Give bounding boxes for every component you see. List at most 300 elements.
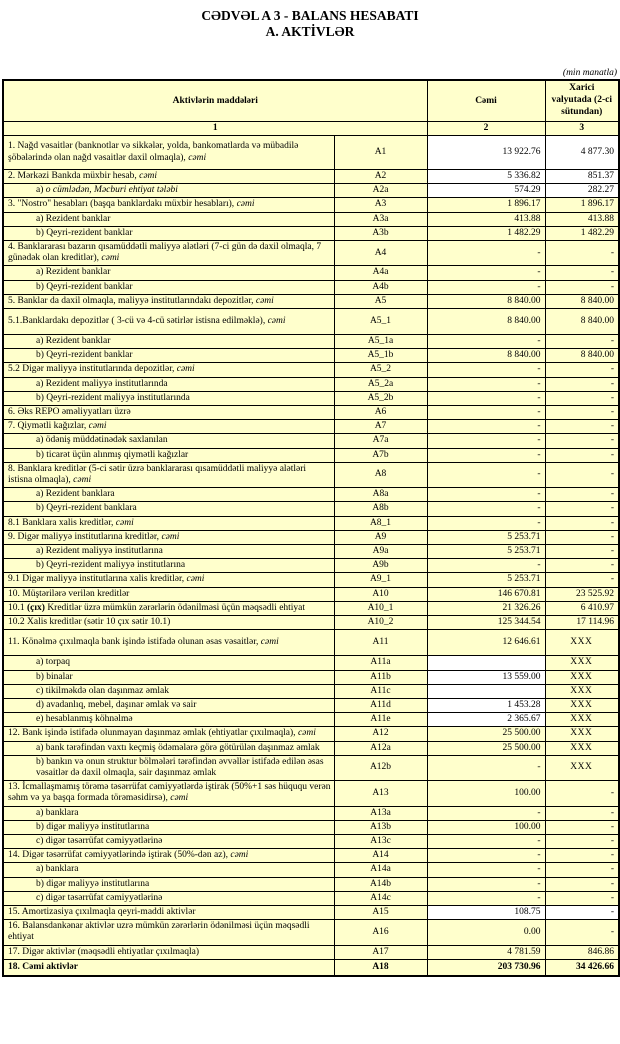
row-total-cell bbox=[427, 656, 545, 670]
row-total-cell: 13 559.00 bbox=[427, 670, 545, 684]
row-foreign-cell: - bbox=[545, 241, 619, 266]
row-label-segment: 9. Digər maliyyə institutlarına kreditlər, bbox=[8, 531, 162, 542]
row-foreign-cell: XXX bbox=[545, 684, 619, 698]
row-total-cell: - bbox=[427, 877, 545, 891]
row-foreign-cell: 8 840.00 bbox=[545, 294, 619, 308]
row-label-segment: 6. Əks REPO əməliyyatları üzrə bbox=[8, 407, 131, 418]
row-label-cell bbox=[3, 863, 334, 877]
table-row-A7b bbox=[3, 448, 619, 462]
row-code-cell: A2a bbox=[334, 184, 427, 198]
row-label-segment: 1. Nağd vəsaitlər (banknotlar və sikkələr, yolda, bankomatlarda və mübadilə şöbələrində olan nağd vəsaitlər daxil olmaqla), bbox=[8, 141, 299, 163]
table-row-A13a bbox=[3, 806, 619, 820]
row-code-cell: A16 bbox=[334, 920, 427, 945]
row-foreign-cell: XXX bbox=[545, 656, 619, 670]
row-code-cell: A15 bbox=[334, 905, 427, 919]
row-label-cell bbox=[3, 294, 334, 308]
row-label-segment: a) Rezident banklara bbox=[36, 489, 115, 500]
row-total-cell: 8 840.00 bbox=[427, 294, 545, 308]
row-label-segment: b) digər maliyyə institutlarına bbox=[36, 878, 150, 889]
row-label-cell bbox=[3, 502, 334, 516]
table-row-A3b bbox=[3, 226, 619, 240]
table-row-A16 bbox=[3, 920, 619, 945]
row-label-segment: b) bankın və onun struktur bölmələri tərəfindən əvvəllər istifadə edilən əsas vəsaitlər də daxil olmaqla, sair daşınmaz əmlak bbox=[36, 756, 324, 778]
row-total-cell: 21 326.26 bbox=[427, 601, 545, 615]
row-label-segment: a) Rezident maliyyə institutlarında bbox=[36, 378, 168, 389]
row-label-cell bbox=[3, 755, 334, 780]
row-label-cell bbox=[3, 670, 334, 684]
row-foreign-cell: - bbox=[545, 406, 619, 420]
row-code-cell: A18 bbox=[334, 959, 427, 976]
row-label-segment: 5.2 Digər maliyyə institutlarında depozitlər, bbox=[8, 364, 177, 375]
table-row-A2 bbox=[3, 170, 619, 184]
table-row-A4a bbox=[3, 266, 619, 280]
row-total-cell: - bbox=[427, 241, 545, 266]
row-foreign-cell: - bbox=[545, 781, 619, 806]
table-row-A4 bbox=[3, 241, 619, 266]
row-label-cell bbox=[3, 349, 334, 363]
table-row-A6 bbox=[3, 406, 619, 420]
row-label-cell bbox=[3, 212, 334, 226]
unit-note: (min manatla) bbox=[562, 68, 617, 79]
row-label-cell bbox=[3, 434, 334, 448]
row-label-cell bbox=[3, 727, 334, 741]
row-label-segment: 14. Digər təsərrüfat cəmiyyətlərində iştirak (50%-dən az), bbox=[8, 850, 231, 861]
row-code-cell: A10_2 bbox=[334, 616, 427, 630]
row-code-cell: A12a bbox=[334, 741, 427, 755]
row-foreign-cell: XXX bbox=[545, 630, 619, 656]
row-total-cell: - bbox=[427, 488, 545, 502]
row-code-cell: A2 bbox=[334, 170, 427, 184]
table-row-A8b bbox=[3, 502, 619, 516]
row-label-segment: cəmi bbox=[176, 364, 195, 375]
row-foreign-cell: XXX bbox=[545, 755, 619, 780]
row-foreign-cell: 8 840.00 bbox=[545, 309, 619, 335]
row-label-segment: a) ödəniş müddətinədək saxlanılan bbox=[36, 435, 168, 446]
table-row-A9b bbox=[3, 559, 619, 573]
row-label-cell bbox=[3, 891, 334, 905]
row-label-segment: 5.1.Banklardakı depozitlər ( 3-cü və 4-cü sətirlər istisna edilməklə), bbox=[8, 315, 268, 326]
row-total-cell: - bbox=[427, 849, 545, 863]
table-row-A7 bbox=[3, 420, 619, 434]
column-number-row bbox=[3, 122, 619, 136]
row-label-segment: 18. Cəmi aktivlər bbox=[8, 961, 78, 972]
row-foreign-cell: - bbox=[545, 820, 619, 834]
row-label-cell bbox=[3, 335, 334, 349]
row-total-cell: 0.00 bbox=[427, 920, 545, 945]
row-label-segment: 5. Banklar da daxil olmaqla, maliyyə institutlarındakı depozitlər, bbox=[8, 295, 256, 306]
row-code-cell: A14a bbox=[334, 863, 427, 877]
row-label-cell bbox=[3, 656, 334, 670]
table-row-A8 bbox=[3, 462, 619, 487]
table-row-A13 bbox=[3, 781, 619, 806]
row-label-segment: b) Qeyri-rezident banklar bbox=[36, 281, 133, 292]
row-total-cell: 1 453.28 bbox=[427, 698, 545, 712]
row-label-cell bbox=[3, 834, 334, 848]
row-foreign-cell: 413.88 bbox=[545, 212, 619, 226]
row-foreign-cell: - bbox=[545, 559, 619, 573]
row-label-segment: cəmi bbox=[186, 574, 205, 585]
row-label-segment: Kreditlər üzrə mümkün zərərlərin ödənilməsi üçün məqsədli ehtiyat bbox=[44, 602, 306, 613]
row-total-cell: - bbox=[427, 420, 545, 434]
row-label-segment: cəmi bbox=[115, 517, 134, 528]
report-title-line1: CƏDVƏL A 3 - BALANS HESABATI bbox=[201, 8, 419, 23]
row-code-cell: A5_1b bbox=[334, 349, 427, 363]
row-code-cell: A5_2b bbox=[334, 391, 427, 405]
row-total-cell: - bbox=[427, 462, 545, 487]
row-foreign-cell: XXX bbox=[545, 741, 619, 755]
table-row-A4b bbox=[3, 280, 619, 294]
row-foreign-cell: - bbox=[545, 834, 619, 848]
table-row-A5 bbox=[3, 294, 619, 308]
row-code-cell: A11 bbox=[334, 630, 427, 656]
row-foreign-cell: - bbox=[545, 545, 619, 559]
row-foreign-cell: 23 525.92 bbox=[545, 587, 619, 601]
row-code-cell: A13 bbox=[334, 781, 427, 806]
row-code-cell: A5_1 bbox=[334, 309, 427, 335]
row-code-cell: A14 bbox=[334, 849, 427, 863]
table-row-A8_1 bbox=[3, 516, 619, 530]
row-label-cell bbox=[3, 530, 334, 544]
row-foreign-cell: - bbox=[545, 391, 619, 405]
table-row-A11d bbox=[3, 698, 619, 712]
table-row-A12 bbox=[3, 727, 619, 741]
row-label-cell bbox=[3, 920, 334, 945]
row-total-cell: - bbox=[427, 502, 545, 516]
row-foreign-cell: 4 877.30 bbox=[545, 136, 619, 170]
balance-table bbox=[2, 79, 620, 977]
row-code-cell: A3 bbox=[334, 198, 427, 212]
row-foreign-cell: - bbox=[545, 502, 619, 516]
table-row-A10_1 bbox=[3, 601, 619, 615]
row-code-cell: A4b bbox=[334, 280, 427, 294]
table-row-A2a bbox=[3, 184, 619, 198]
table-row-A13b bbox=[3, 820, 619, 834]
row-foreign-cell: - bbox=[545, 363, 619, 377]
row-label-segment: cəmi bbox=[255, 295, 274, 306]
row-label-segment: 10.1 bbox=[8, 602, 27, 613]
table-row-A8a bbox=[3, 488, 619, 502]
row-label-segment: a) Rezident banklar bbox=[36, 267, 111, 278]
row-total-cell: - bbox=[427, 516, 545, 530]
colnum-foreign: 3 bbox=[545, 122, 619, 136]
header-items: Aktivlərin maddələri bbox=[3, 80, 427, 121]
row-label-cell bbox=[3, 266, 334, 280]
table-row-A1 bbox=[3, 136, 619, 170]
row-code-cell: A17 bbox=[334, 945, 427, 959]
table-row-A3 bbox=[3, 198, 619, 212]
row-total-cell: 108.75 bbox=[427, 905, 545, 919]
row-label-segment: 16. Balansdankənar aktivlər uzrə mümkün zərərlərin ödənilməsi üçün məqsədli ehtiyat bbox=[8, 921, 310, 943]
row-label-cell bbox=[3, 516, 334, 530]
row-label-segment: b) Qeyri-rezident banklar bbox=[36, 350, 133, 361]
row-label-cell bbox=[3, 684, 334, 698]
table-row-A12b bbox=[3, 755, 619, 780]
row-label-segment: 2. Mərkəzi Bankda müxbir hesab, bbox=[8, 171, 140, 181]
row-total-cell: - bbox=[427, 391, 545, 405]
row-code-cell: A13b bbox=[334, 820, 427, 834]
row-total-cell: 2 365.67 bbox=[427, 713, 545, 727]
table-row-A12a bbox=[3, 741, 619, 755]
table-row-A5_1b bbox=[3, 349, 619, 363]
table-row-A14b bbox=[3, 877, 619, 891]
row-foreign-cell: - bbox=[545, 420, 619, 434]
row-foreign-cell: 1 896.17 bbox=[545, 198, 619, 212]
row-label-cell bbox=[3, 877, 334, 891]
row-total-cell: - bbox=[427, 335, 545, 349]
row-total-cell: 5 253.71 bbox=[427, 530, 545, 544]
row-foreign-cell: 34 426.66 bbox=[545, 959, 619, 976]
row-label-segment: cəmi bbox=[101, 253, 120, 264]
row-code-cell: A9b bbox=[334, 559, 427, 573]
table-row-A13c bbox=[3, 834, 619, 848]
row-code-cell: A9a bbox=[334, 545, 427, 559]
row-total-cell: 100.00 bbox=[427, 781, 545, 806]
row-code-cell: A10 bbox=[334, 587, 427, 601]
row-foreign-cell: - bbox=[545, 891, 619, 905]
table-row-A14 bbox=[3, 849, 619, 863]
row-label-cell bbox=[3, 849, 334, 863]
table-row-A14a bbox=[3, 863, 619, 877]
row-label-segment: 15. Amortizasiya çıxılmaqla qeyri-maddi aktivlər bbox=[8, 906, 196, 917]
row-code-cell: A8 bbox=[334, 462, 427, 487]
row-label-segment: cəmi bbox=[230, 850, 249, 861]
row-code-cell: A5 bbox=[334, 294, 427, 308]
row-label-segment: (çıx) bbox=[27, 602, 45, 613]
row-total-cell: - bbox=[427, 755, 545, 780]
row-foreign-cell: - bbox=[545, 530, 619, 544]
table-header-row bbox=[3, 80, 619, 121]
row-code-cell: A5_2 bbox=[334, 363, 427, 377]
row-code-cell: A6 bbox=[334, 406, 427, 420]
row-foreign-cell: - bbox=[545, 863, 619, 877]
row-total-cell: - bbox=[427, 363, 545, 377]
row-foreign-cell: 8 840.00 bbox=[545, 349, 619, 363]
row-total-cell: 5 336.82 bbox=[427, 170, 545, 184]
table-row-A7a bbox=[3, 434, 619, 448]
row-foreign-cell: - bbox=[545, 920, 619, 945]
row-label-cell bbox=[3, 587, 334, 601]
row-total-cell: 25 500.00 bbox=[427, 727, 545, 741]
row-label-segment: b) Qeyri-rezident banklara bbox=[36, 503, 137, 514]
row-label-segment: e) hesablanmış köhnəlmə bbox=[36, 714, 133, 725]
row-label-cell bbox=[3, 363, 334, 377]
row-foreign-cell: - bbox=[545, 488, 619, 502]
row-label-segment: cəmi bbox=[260, 637, 279, 648]
row-label-cell bbox=[3, 905, 334, 919]
row-total-cell: 4 781.59 bbox=[427, 945, 545, 959]
row-foreign-cell: 1 482.29 bbox=[545, 226, 619, 240]
row-label-segment: b) Qeyri-rezident maliyyə institutlarında bbox=[36, 392, 190, 403]
header-foreign: Xarici valyutada (2-ci sütundan) bbox=[545, 80, 619, 121]
row-label-cell bbox=[3, 698, 334, 712]
row-foreign-cell: - bbox=[545, 877, 619, 891]
table-row-A11 bbox=[3, 630, 619, 656]
row-label-segment: 7. Qiymətli kağızlar, bbox=[8, 421, 89, 432]
row-label-cell bbox=[3, 559, 334, 573]
row-label-cell bbox=[3, 136, 334, 170]
row-label-segment: 4. Banklararası bazarın qısamüddətli maliyyə alətləri (7-ci gün də daxil olmaqla, 7 günədək olan kreditlər), bbox=[8, 242, 322, 264]
row-label-cell bbox=[3, 198, 334, 212]
row-label-segment: a) bank tərəfindən vaxtı keçmiş ödəmələrə görə götürülən daşınmaz əmlak bbox=[36, 742, 320, 753]
row-code-cell: A7a bbox=[334, 434, 427, 448]
row-label-segment: 3. "Nostro" hesabları (başqa banklardakı müxbir hesabları), bbox=[8, 199, 237, 210]
row-label-segment: 17. Digər aktivlər (məqsədli ehtiyatlar çıxılmaqla) bbox=[8, 946, 199, 957]
row-foreign-cell: - bbox=[545, 462, 619, 487]
row-total-cell: 574.29 bbox=[427, 184, 545, 198]
row-label-segment: b) Qeyri-rezident banklar bbox=[36, 227, 133, 238]
row-label-cell bbox=[3, 573, 334, 587]
row-total-cell: - bbox=[427, 863, 545, 877]
row-code-cell: A5_1a bbox=[334, 335, 427, 349]
row-label-cell bbox=[3, 945, 334, 959]
row-foreign-cell: - bbox=[545, 266, 619, 280]
table-row-A5_2a bbox=[3, 377, 619, 391]
row-label-segment: 11. Könəlmə çıxılmaqla bank işində istifadə olunan əsas vəsaitlər, bbox=[8, 637, 261, 648]
row-label-cell bbox=[3, 309, 334, 335]
row-label-segment: b) digər maliyyə institutlarına bbox=[36, 821, 150, 832]
row-total-cell: - bbox=[427, 891, 545, 905]
row-foreign-cell: - bbox=[545, 806, 619, 820]
row-label-cell bbox=[3, 601, 334, 615]
row-foreign-cell: XXX bbox=[545, 713, 619, 727]
row-label-cell bbox=[3, 170, 334, 184]
row-label-cell bbox=[3, 741, 334, 755]
row-total-cell: - bbox=[427, 834, 545, 848]
row-total-cell: 1 482.29 bbox=[427, 226, 545, 240]
row-label-segment: cəmi bbox=[188, 152, 207, 163]
row-label-cell bbox=[3, 616, 334, 630]
row-foreign-cell: XXX bbox=[545, 698, 619, 712]
table-row-A15 bbox=[3, 905, 619, 919]
row-code-cell: A11b bbox=[334, 670, 427, 684]
row-total-cell: - bbox=[427, 280, 545, 294]
table-row-A9 bbox=[3, 530, 619, 544]
row-label-cell bbox=[3, 241, 334, 266]
row-label-segment: cəmi bbox=[73, 475, 92, 486]
row-code-cell: A4 bbox=[334, 241, 427, 266]
row-label-segment: a) Rezident banklar bbox=[36, 213, 111, 224]
row-foreign-cell: - bbox=[545, 335, 619, 349]
row-code-cell: A8_1 bbox=[334, 516, 427, 530]
row-label-cell bbox=[3, 377, 334, 391]
row-total-cell bbox=[427, 684, 545, 698]
table-row-A11a bbox=[3, 656, 619, 670]
row-code-cell: A3b bbox=[334, 226, 427, 240]
row-total-cell: - bbox=[427, 448, 545, 462]
row-total-cell: 100.00 bbox=[427, 820, 545, 834]
row-total-cell: 13 922.76 bbox=[427, 136, 545, 170]
colnum-items: 1 bbox=[3, 122, 427, 136]
row-total-cell: 203 730.96 bbox=[427, 959, 545, 976]
row-total-cell: 12 646.61 bbox=[427, 630, 545, 656]
table-row-A10_2 bbox=[3, 616, 619, 630]
row-total-cell: - bbox=[427, 806, 545, 820]
row-code-cell: A14c bbox=[334, 891, 427, 905]
row-label-cell bbox=[3, 391, 334, 405]
row-label-cell bbox=[3, 820, 334, 834]
row-label-segment: 8. Banklara kreditlər (5-ci sətir üzrə banklararası qısamüddətli maliyyə alətləri istisna olmaqla), bbox=[8, 463, 307, 486]
row-label-segment: a) bbox=[36, 185, 46, 196]
row-code-cell: A9 bbox=[334, 530, 427, 544]
row-label-cell bbox=[3, 462, 334, 487]
row-label-cell bbox=[3, 226, 334, 240]
row-label-segment: c) digər təsərrüfat cəmiyyətlərinə bbox=[36, 835, 163, 846]
row-foreign-cell: - bbox=[545, 280, 619, 294]
table-row-A10 bbox=[3, 587, 619, 601]
row-foreign-cell: - bbox=[545, 448, 619, 462]
row-total-cell: 125 344.54 bbox=[427, 616, 545, 630]
row-label-segment: cəmi bbox=[267, 315, 286, 326]
table-row-A14c bbox=[3, 891, 619, 905]
row-code-cell: A14b bbox=[334, 877, 427, 891]
row-label-segment: d) avadanlıq, mebel, daşınar əmlak və sair bbox=[36, 699, 197, 710]
row-label-cell bbox=[3, 713, 334, 727]
row-code-cell: A3a bbox=[334, 212, 427, 226]
row-label-cell bbox=[3, 488, 334, 502]
row-label-segment: cəmi bbox=[139, 171, 158, 181]
row-label-segment: cəmi bbox=[170, 793, 189, 804]
row-label-segment: 10.2 Xalis kreditlər (sətir 10 çıx sətir 10.1) bbox=[8, 617, 171, 628]
row-label-cell bbox=[3, 781, 334, 806]
row-label-segment: c) tikilməkdə olan daşınmaz əmlak bbox=[36, 685, 169, 696]
row-code-cell: A11c bbox=[334, 684, 427, 698]
row-label-segment: 9.1 Digər maliyyə institutlarına xalis kreditlər, bbox=[8, 574, 187, 585]
row-label-segment: a) banklara bbox=[36, 807, 79, 818]
row-total-cell: - bbox=[427, 377, 545, 391]
row-foreign-cell: - bbox=[545, 905, 619, 919]
row-label-cell bbox=[3, 806, 334, 820]
row-code-cell: A8a bbox=[334, 488, 427, 502]
row-code-cell: A9_1 bbox=[334, 573, 427, 587]
row-label-segment: a) Rezident maliyyə institutlarına bbox=[36, 546, 163, 557]
row-code-cell: A1 bbox=[334, 136, 427, 170]
table-row-A5_2 bbox=[3, 363, 619, 377]
row-total-cell: 5 253.71 bbox=[427, 573, 545, 587]
row-code-cell: A12b bbox=[334, 755, 427, 780]
table-row-A11c bbox=[3, 684, 619, 698]
table-row-A3a bbox=[3, 212, 619, 226]
row-label-segment: a) banklara bbox=[36, 864, 79, 875]
row-foreign-cell: 851.37 bbox=[545, 170, 619, 184]
row-foreign-cell: - bbox=[545, 849, 619, 863]
row-total-cell: 8 840.00 bbox=[427, 309, 545, 335]
row-foreign-cell: - bbox=[545, 434, 619, 448]
row-foreign-cell: 6 410.97 bbox=[545, 601, 619, 615]
row-foreign-cell: 846.86 bbox=[545, 945, 619, 959]
row-total-cell: - bbox=[427, 266, 545, 280]
row-label-cell bbox=[3, 630, 334, 656]
table-row-A9_1 bbox=[3, 573, 619, 587]
row-code-cell: A13c bbox=[334, 834, 427, 848]
table-row-A5_1 bbox=[3, 309, 619, 335]
row-foreign-cell: - bbox=[545, 516, 619, 530]
table-row-A9a bbox=[3, 545, 619, 559]
table-row-A17 bbox=[3, 945, 619, 959]
row-label-segment: b) binalar bbox=[36, 671, 73, 682]
row-label-segment: cəmi bbox=[161, 531, 180, 542]
row-label-cell bbox=[3, 959, 334, 976]
row-total-cell: 413.88 bbox=[427, 212, 545, 226]
row-total-cell: - bbox=[427, 406, 545, 420]
row-label-segment: cəmi bbox=[236, 199, 255, 210]
row-code-cell: A11a bbox=[334, 656, 427, 670]
row-label-cell bbox=[3, 184, 334, 198]
row-label-cell bbox=[3, 545, 334, 559]
row-label-segment: cəmi bbox=[297, 728, 316, 739]
row-label-segment: c) digər təsərrüfat cəmiyyətlərinə bbox=[36, 892, 163, 903]
row-code-cell: A11e bbox=[334, 713, 427, 727]
row-label-segment: 8.1 Banklara xalis kreditlər, bbox=[8, 517, 116, 528]
